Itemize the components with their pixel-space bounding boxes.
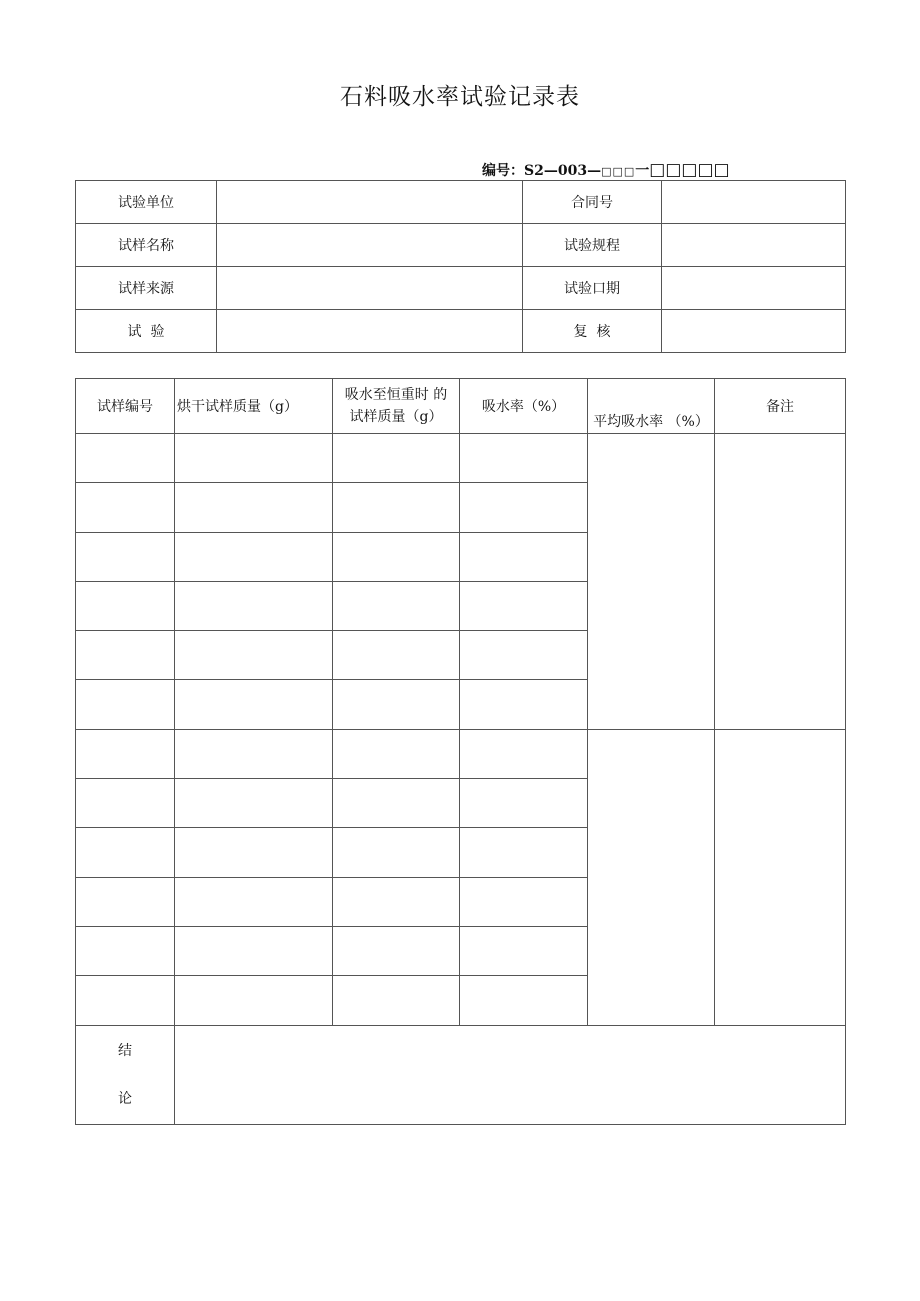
header-saturated-mass <box>333 379 460 434</box>
form-code <box>482 160 730 180</box>
table-row <box>76 434 846 483</box>
info-label-sample-source: 试样来源 <box>76 267 217 310</box>
cell-saturated-mass[interactable] <box>333 483 460 532</box>
conclusion-row <box>76 1025 846 1124</box>
conclusion-value[interactable] <box>175 1025 846 1124</box>
cell-saturated-mass[interactable] <box>333 631 460 680</box>
code-label: 编号：S2—003— <box>482 163 602 179</box>
conclusion-label-line1: 结 <box>118 1042 132 1059</box>
cell-absorption[interactable] <box>460 779 588 828</box>
cell-absorption[interactable] <box>460 976 588 1025</box>
header-row <box>76 379 846 434</box>
cell-dry-mass[interactable] <box>175 828 333 877</box>
cell-dry-mass[interactable] <box>175 631 333 680</box>
info-value-test-date[interactable] <box>662 267 846 310</box>
cell-absorption[interactable] <box>460 729 588 778</box>
cell-saturated-mass[interactable] <box>333 828 460 877</box>
header-avg-absorption: 平均吸水率 （%） <box>588 379 715 434</box>
info-value-tester[interactable] <box>217 310 523 353</box>
cell-dry-mass[interactable] <box>175 434 333 483</box>
cell-sample-no[interactable] <box>76 581 175 630</box>
header-saturated-mass-line2: 试样质量（g） <box>349 409 443 425</box>
info-row <box>76 267 846 310</box>
info-value-sample-name[interactable] <box>217 224 523 267</box>
header-remarks: 备注 <box>715 379 846 434</box>
cell-saturated-mass[interactable] <box>333 532 460 581</box>
info-row <box>76 224 846 267</box>
cell-saturated-mass[interactable] <box>333 926 460 975</box>
cell-absorption[interactable] <box>460 483 588 532</box>
cell-sample-no[interactable] <box>76 680 175 729</box>
cell-avg-absorption-group-1[interactable] <box>588 434 715 730</box>
cell-dry-mass[interactable] <box>175 680 333 729</box>
info-label-reviewer: 复 核 <box>523 310 662 353</box>
header-absorption: 吸水率（%） <box>460 379 588 434</box>
table-row <box>76 729 846 778</box>
cell-sample-no[interactable] <box>76 729 175 778</box>
cell-dry-mass[interactable] <box>175 926 333 975</box>
cell-dry-mass[interactable] <box>175 581 333 630</box>
header-dry-mass: 烘干试样质量（g） <box>175 379 333 434</box>
cell-saturated-mass[interactable] <box>333 581 460 630</box>
cell-sample-no[interactable] <box>76 532 175 581</box>
cell-saturated-mass[interactable] <box>333 877 460 926</box>
cell-absorption[interactable] <box>460 680 588 729</box>
info-row <box>76 310 846 353</box>
cell-saturated-mass[interactable] <box>333 680 460 729</box>
cell-saturated-mass[interactable] <box>333 434 460 483</box>
cell-saturated-mass[interactable] <box>333 779 460 828</box>
info-value-reviewer[interactable] <box>662 310 846 353</box>
cell-sample-no[interactable] <box>76 926 175 975</box>
cell-sample-no[interactable] <box>76 976 175 1025</box>
cell-sample-no[interactable] <box>76 877 175 926</box>
cell-sample-no[interactable] <box>76 434 175 483</box>
cell-absorption[interactable] <box>460 828 588 877</box>
cell-absorption[interactable] <box>460 926 588 975</box>
cell-sample-no[interactable] <box>76 779 175 828</box>
cell-avg-absorption-group-2[interactable] <box>588 729 715 1025</box>
cell-absorption[interactable] <box>460 877 588 926</box>
code-big-boxes: □□□□□ <box>649 160 730 180</box>
info-value-test-procedure[interactable] <box>662 224 846 267</box>
cell-dry-mass[interactable] <box>175 483 333 532</box>
page-title: 石料吸水率试验记录表 <box>340 84 580 110</box>
cell-dry-mass[interactable] <box>175 877 333 926</box>
cell-sample-no[interactable] <box>76 483 175 532</box>
header-saturated-mass-line1: 吸水至恒重时 的 <box>344 387 448 403</box>
conclusion-label <box>76 1025 175 1124</box>
info-label-test-unit: 试验单位 <box>76 181 217 224</box>
conclusion-label-line2: 论 <box>118 1090 132 1107</box>
cell-dry-mass[interactable] <box>175 976 333 1025</box>
cell-remarks-group-1[interactable] <box>715 434 846 730</box>
header-sample-no: 试样编号 <box>76 379 175 434</box>
cell-dry-mass[interactable] <box>175 729 333 778</box>
info-label-test-procedure: 试验规程 <box>523 224 662 267</box>
cell-sample-no[interactable] <box>76 631 175 680</box>
info-label-sample-name: 试样名称 <box>76 224 217 267</box>
info-value-contract-no[interactable] <box>662 181 846 224</box>
info-value-test-unit[interactable] <box>217 181 523 224</box>
cell-sample-no[interactable] <box>76 828 175 877</box>
info-table <box>75 180 846 353</box>
info-value-sample-source[interactable] <box>217 267 523 310</box>
cell-absorption[interactable] <box>460 631 588 680</box>
cell-absorption[interactable] <box>460 434 588 483</box>
code-dash: 一 <box>635 163 650 179</box>
info-row <box>76 181 846 224</box>
cell-remarks-group-2[interactable] <box>715 729 846 1025</box>
data-table <box>75 378 846 1125</box>
cell-absorption[interactable] <box>460 532 588 581</box>
info-label-contract-no: 合同号 <box>523 181 662 224</box>
cell-dry-mass[interactable] <box>175 532 333 581</box>
info-label-tester: 试 验 <box>76 310 217 353</box>
cell-absorption[interactable] <box>460 581 588 630</box>
code-small-boxes: □□□ <box>601 165 636 178</box>
cell-saturated-mass[interactable] <box>333 729 460 778</box>
info-label-test-date: 试验口期 <box>523 267 662 310</box>
cell-dry-mass[interactable] <box>175 779 333 828</box>
cell-saturated-mass[interactable] <box>333 976 460 1025</box>
